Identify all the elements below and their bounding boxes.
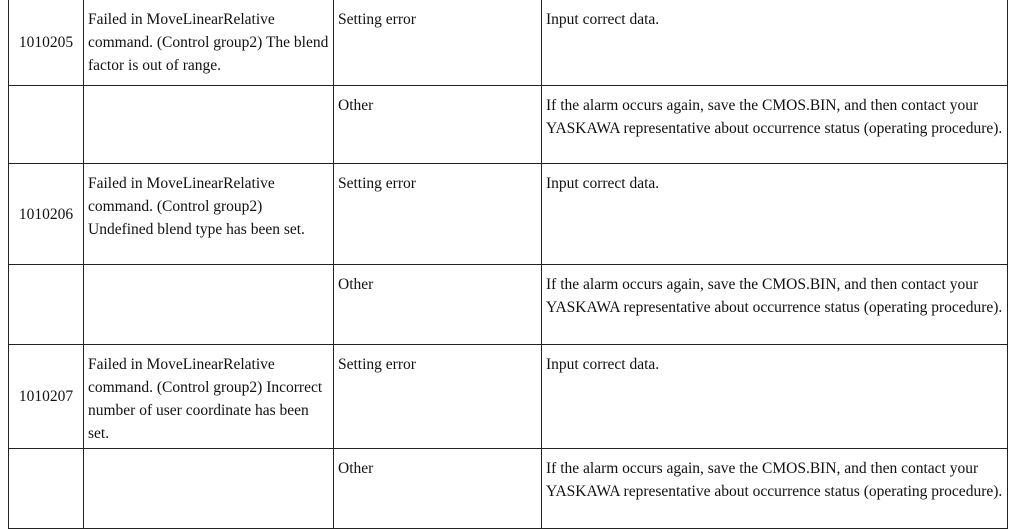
alarm-table — [8, 0, 1008, 529]
alarm-meaning-empty — [84, 265, 334, 345]
alarm-code: 1010205 — [9, 0, 84, 86]
alarm-code-empty — [9, 265, 84, 345]
alarm-cause: Setting error — [334, 0, 542, 86]
table-row — [9, 345, 1008, 449]
alarm-cause: Other — [334, 449, 542, 529]
table-row — [9, 164, 1008, 265]
alarm-meaning-empty — [84, 86, 334, 164]
table-row — [9, 0, 1008, 86]
alarm-meaning-empty — [84, 449, 334, 529]
alarm-meaning: Failed in MoveLinearRelative command. (Control group2) Incorrect number of user coordinate has been set. — [84, 345, 334, 449]
table-row — [9, 265, 1008, 345]
alarm-code-empty — [9, 449, 84, 529]
alarm-code: 1010206 — [9, 164, 84, 265]
alarm-cause: Setting error — [334, 164, 542, 265]
table-row — [9, 449, 1008, 529]
alarm-remedy: Input correct data. — [542, 0, 1008, 86]
alarm-remedy: Input correct data. — [542, 164, 1008, 265]
alarm-remedy: If the alarm occurs again, save the CMOS.BIN, and then contact your YASKAWA representative about occurrence status (operating procedure). — [542, 265, 1008, 345]
alarm-cause: Setting error — [334, 345, 542, 449]
alarm-code: 1010207 — [9, 345, 84, 449]
alarm-meaning: Failed in MoveLinearRelative command. (Control group2) The blend factor is out of range. — [84, 0, 334, 86]
alarm-cause: Other — [334, 86, 542, 164]
alarm-remedy: If the alarm occurs again, save the CMOS.BIN, and then contact your YASKAWA representative about occurrence status (operating procedure). — [542, 449, 1008, 529]
table-row — [9, 86, 1008, 164]
alarm-code-empty — [9, 86, 84, 164]
alarm-remedy: Input correct data. — [542, 345, 1008, 449]
alarm-remedy: If the alarm occurs again, save the CMOS.BIN, and then contact your YASKAWA representative about occurrence status (operating procedure). — [542, 86, 1008, 164]
alarm-cause: Other — [334, 265, 542, 345]
alarm-meaning: Failed in MoveLinearRelative command. (Control group2) Undefined blend type has been set. — [84, 164, 334, 265]
